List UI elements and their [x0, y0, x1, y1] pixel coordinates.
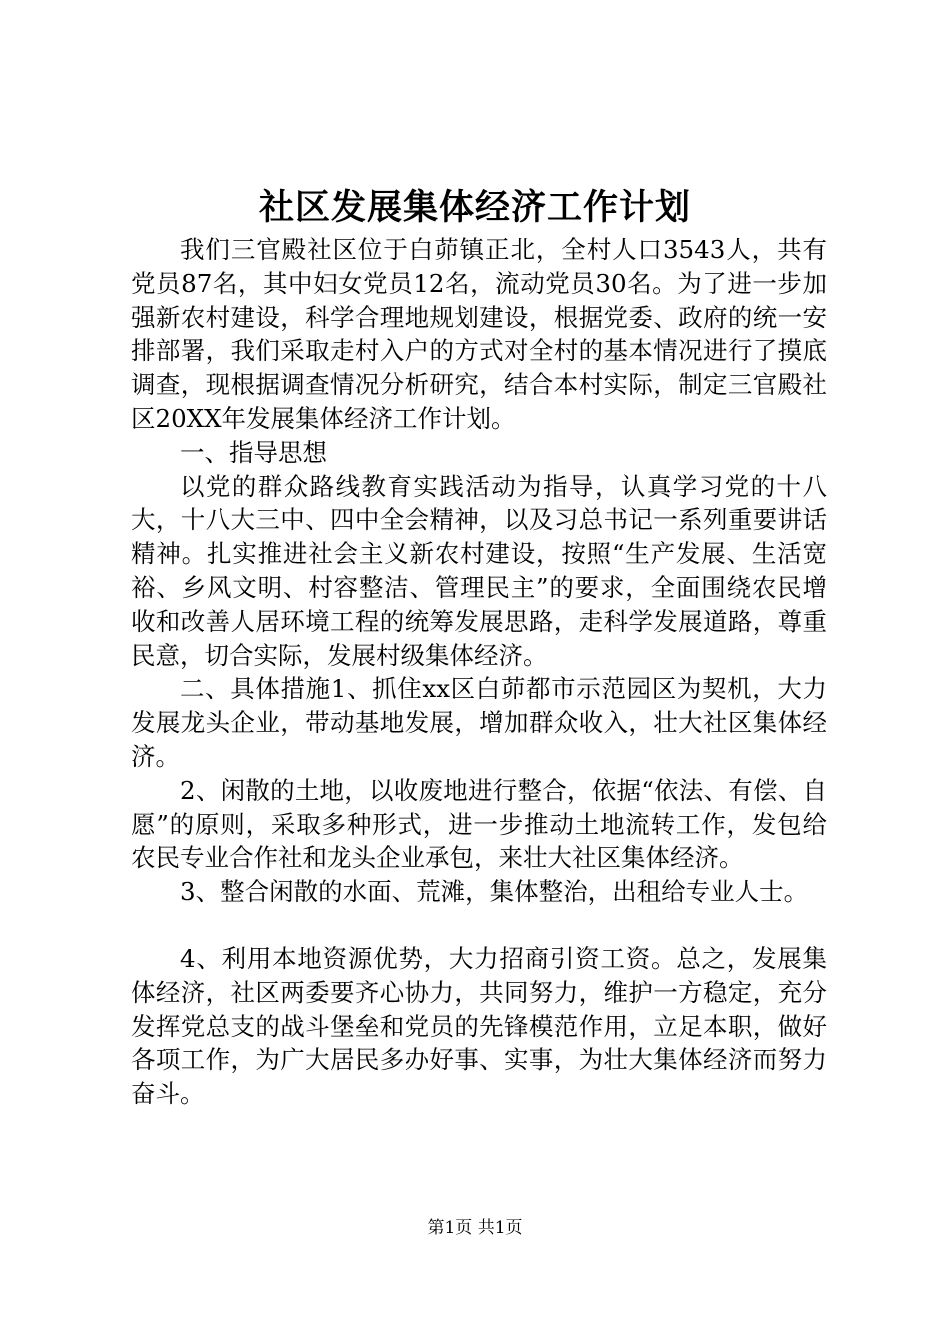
intro-paragraph: 我们三官殿社区位于白茆镇正北，全村人口3543人，共有党员87名，其中妇女党员12名，流动党员30名。为了进一步加强新农村建设，科学合理地规划建设，根据党委、政府的统一安排部署，我们采取走村入户的方式对全村的基本情况进行了摸底调查，现根据调查情况分析研究，结合本村实际，制定三官殿社区20XX年发展集体经济工作计划。: [131, 235, 827, 433]
section-heading-guiding-thought: 一、指导思想: [180, 437, 327, 467]
document-body: [131, 233, 827, 1111]
measures-item-3-paragraph: 3、整合闲散的水面、荒滩，集体整治，出租给专业人士。: [180, 877, 809, 907]
measures-item-4-paragraph: 4、利用本地资源优势，大力招商引资工资。总之，发展集体经济，社区两委要齐心协力，共同努力，维护一方稳定，充分发挥党总支的战斗堡垒和党员的先锋模范作用，立足本职，做好各项工作，为广大居民多办好事、实事，为壮大集体经济而努力奋斗。: [131, 943, 827, 1109]
guiding-thought-paragraph: 以党的群众路线教育实践活动为指导，认真学习党的十八大，十八大三中、四中全会精神，以及习总书记一系列重要讲话精神。扎实推进社会主义新农村建设，按照“生产发展、生活宽裕、乡风文明、村容整洁、管理民主”的要求，全面围绕农民增收和改善人居环境工程的统筹发展思路，走科学发展道路，尊重民意，切合实际，发展村级集体经济。: [131, 471, 827, 670]
blank-line: [131, 909, 827, 942]
measures-item-2-paragraph: 2、闲散的土地，以收废地进行整合，依据“依法、有偿、自愿”的原则，采取多种形式，进一步推动土地流转工作，发包给农民专业合作社和龙头企业承包，来壮大社区集体经济。: [131, 775, 827, 873]
document-title: 社区发展集体经济工作计划: [258, 187, 691, 228]
page-footer: 第1页 共1页: [427, 1218, 523, 1238]
measures-item-1-paragraph: 二、具体措施1、抓住xx区白茆都市示范园区为契机，大力发展龙头企业，带动基地发展，增加群众收入，壮大社区集体经济。: [131, 674, 827, 771]
